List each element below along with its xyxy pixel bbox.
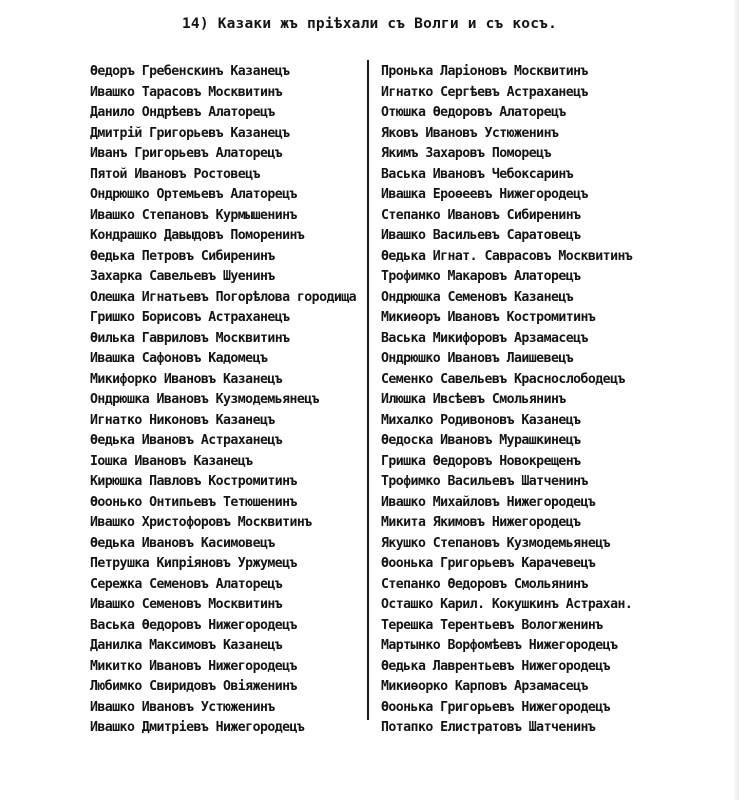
name-entry: Ивашка Сафоновъ Кадомецъ — [90, 351, 268, 366]
name-entry: Ѳедька Игнат. Саврасовъ Москвитинъ — [381, 248, 633, 264]
name-entry: Трофимко Макаровъ Алаторецъ — [381, 269, 581, 284]
name-entry: Ивашко Семеновъ Москвитинъ — [90, 597, 283, 612]
name-entry: Дмитрій Григорьевъ Казанецъ — [90, 125, 290, 141]
name-entry: Васька Микифоровъ Арзамасецъ — [381, 330, 588, 346]
name-entry: Данилка Максимовъ Казанецъ — [90, 638, 283, 653]
page-edge-shadow — [733, 0, 739, 800]
name-entry: Ондрюшко Ортемьевъ Алаторецъ — [90, 187, 297, 202]
name-entry: Семенко Савельевъ Краснослободецъ — [381, 371, 625, 387]
name-entry: Ивашко Васильевъ Саратовецъ — [381, 228, 581, 243]
name-entry: Олешка Игнатьевъ Погорѣлова городища — [90, 289, 357, 305]
name-entry: Отюшка Ѳедоровъ Алаторецъ — [381, 105, 566, 120]
name-entry: Петрушка Кипріяновъ Уржумецъ — [90, 556, 297, 571]
name-entry: Пятой Ивановъ Ростовецъ — [90, 166, 260, 182]
name-entry: Яковъ Ивановъ Устюженинъ — [381, 125, 559, 141]
name-entry: Иванъ Григорьевъ Алаторецъ — [90, 146, 283, 161]
name-entry: Гришка Ѳедоровъ Новокрещенъ — [381, 453, 581, 469]
name-entry: Ѳедька Ивановъ Касимовецъ — [90, 535, 275, 551]
name-entry: Ивашко Ивановъ Устюженинъ — [90, 699, 275, 715]
name-entry: Кондрашко Давыдовъ Поморенинъ — [90, 228, 305, 243]
name-entry: Степанко Ивановъ Сибиренинъ — [381, 207, 581, 223]
name-entry: Ивашко Степановъ Курмышенинъ — [90, 207, 297, 223]
name-entry: Микиѳоръ Ивановъ Костромитинъ — [381, 310, 596, 325]
name-entry: Ѳоонька Григорьевъ Нижегородецъ — [381, 699, 611, 715]
name-entry: Іошка Ивановъ Казанецъ — [90, 453, 253, 469]
name-entry: Терешка Терентьевъ Вологженинъ — [381, 617, 603, 633]
column-divider — [367, 60, 369, 720]
name-entry: Микита Якимовъ Нижегородецъ — [381, 515, 581, 530]
name-entry: Степанко Ѳедоровъ Смольянинъ — [381, 576, 588, 592]
name-entry: Васька Ивановъ Чебоксаринъ — [381, 166, 574, 182]
name-entry: Сережка Семеновъ Алаторецъ — [90, 576, 283, 592]
name-entry: Потапко Елистратовъ Шатченинъ — [381, 720, 596, 735]
name-entry: Ѳедька Лаврентьевъ Нижегородецъ — [381, 658, 611, 674]
name-entry: Кирюшка Павловъ Костромитинъ — [90, 474, 297, 489]
name-entry: Ивашка Ероѳеевъ Нижегородецъ — [381, 187, 588, 202]
name-entry: Ондрюшка Ивановъ Кузмодемьянецъ — [90, 392, 320, 407]
name-entry: Ѳедоръ Гребенскинъ Казанецъ — [90, 64, 290, 79]
name-entry: Ѳедька Петровъ Сибиренинъ — [90, 248, 275, 264]
name-entry: Ивашко Дмитріевъ Нижегородецъ — [90, 720, 305, 735]
name-entry: Данило Ондрѣевъ Алаторецъ — [90, 105, 275, 120]
left-name-column — [90, 62, 370, 739]
name-entry: Микиѳорко Карповъ Арзамасецъ — [381, 679, 588, 694]
name-entry: Илюшка Ивсѣевъ Смольянинъ — [381, 392, 566, 407]
name-entry: Осташко Карил. Кокушкинъ Астрахан. — [381, 597, 633, 612]
name-entry: Микифорко Ивановъ Казанецъ — [90, 371, 283, 387]
name-entry: Любимко Свиридовъ Овіяженинъ — [90, 679, 297, 694]
name-entry: Ѳедоска Ивановъ Мурашкинецъ — [381, 433, 581, 448]
name-entry: Васька Ѳедоровъ Нижегородецъ — [90, 617, 297, 633]
name-entry: Гришко Борисовъ Астраханецъ — [90, 310, 290, 325]
name-entry: Пронька Ларіоновъ Москвитинъ — [381, 64, 588, 79]
name-entry: Ивашко Михайловъ Нижегородецъ — [381, 494, 596, 510]
right-name-column — [381, 62, 661, 739]
name-entry: Ондрюшка Семеновъ Казанецъ — [381, 289, 574, 305]
name-entry: Ѳедька Ивановъ Астраханецъ — [90, 433, 283, 448]
name-entry: Ѳилька Гавриловъ Москвитинъ — [90, 330, 290, 346]
name-entry: Ѳоонька Григорьевъ Карачевецъ — [381, 556, 596, 571]
name-entry: Микитко Ивановъ Нижегородецъ — [90, 658, 297, 674]
name-entry: Якимъ Захаровъ Поморецъ — [381, 146, 551, 161]
name-entry: Михалко Родивоновъ Казанецъ — [381, 412, 581, 428]
name-entry: Ѳоонько Онтипьевъ Тетюшенинъ — [90, 494, 297, 510]
name-entry: Мартынко Ворфомѣевъ Нижегородецъ — [381, 638, 618, 653]
name-entry: Ивашко Тарасовъ Москвитинъ — [90, 84, 283, 100]
name-entry: Трофимко Васильевъ Шатченинъ — [381, 474, 588, 489]
name-entry: Игнатко Сергѣевъ Астраханецъ — [381, 84, 588, 100]
name-entry: Ондрюшко Ивановъ Лаишевецъ — [381, 351, 574, 366]
page-heading: 14) Казаки жъ пріѣхали съ Волги и съ косъ. — [181, 16, 558, 32]
name-entry: Игнатко Никоновъ Казанецъ — [90, 412, 275, 428]
name-entry: Захарка Савельевъ Шуенинъ — [90, 269, 275, 284]
name-entry: Якушко Степановъ Кузмодемьянецъ — [381, 535, 611, 551]
name-entry: Ивашко Христофоровъ Москвитинъ — [90, 515, 312, 530]
